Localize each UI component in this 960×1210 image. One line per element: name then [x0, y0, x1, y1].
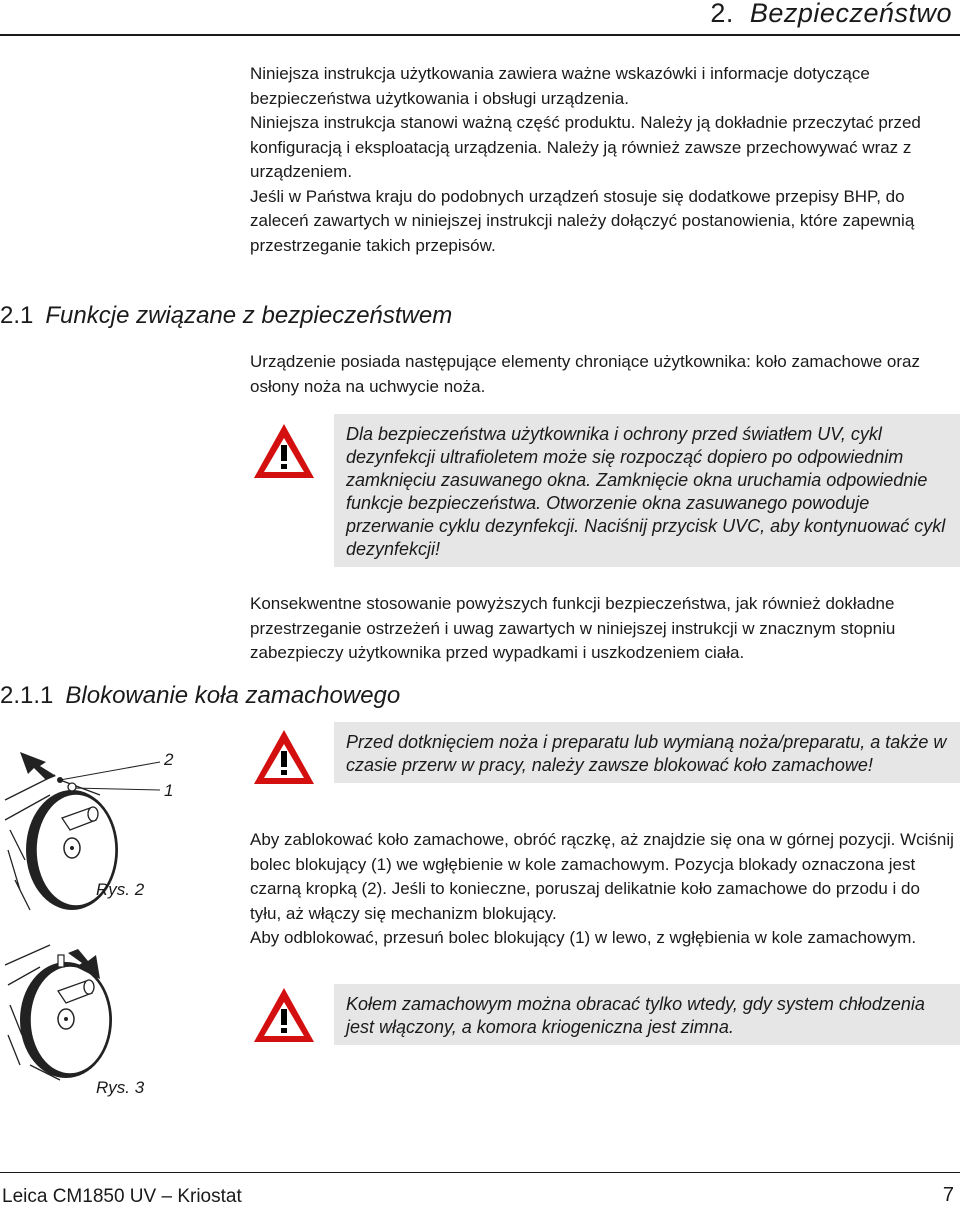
section-2-1-1-text	[250, 828, 955, 951]
warning-triangle-icon	[250, 726, 318, 788]
figure-2-label: Rys. 2	[96, 880, 145, 899]
intro-text	[250, 62, 955, 258]
callout-2: 2	[164, 750, 174, 769]
section-2-1-text-2	[250, 592, 955, 666]
flywheel-lock-warning-box	[334, 722, 960, 783]
page-number: 7	[942, 1184, 954, 1206]
footer-rule	[0, 1172, 960, 1173]
warning-triangle-icon	[250, 984, 318, 1046]
uv-warning-box	[334, 414, 960, 567]
cooling-warning-text: Kołem zamachowym można obracać tylko wtedy, gdy system chłodzenia jest włączony, a komora kriogeniczna jest zimna.	[346, 994, 925, 1037]
section-heading-2-1	[0, 302, 452, 330]
figure-3-label: Rys. 3	[96, 1078, 145, 1097]
section-2-1-text	[250, 350, 955, 399]
chapter-number: 2.	[710, 0, 734, 28]
section-title: Funkcje związane z bezpieczeństwem	[45, 302, 453, 329]
chapter-title	[710, 0, 952, 29]
intro-paragraph-1: Niniejsza instrukcja użytkowania zawiera ważne wskazówki i informacje dotyczące bezpieczeństwa użytkowania i obsługi urządzenia.	[250, 64, 870, 108]
intro-paragraph-3: Jeśli w Państwa kraju do podobnych urządzeń stosuje się dodatkowe przepisy BHP, do zaleceń zawartych w niniejszej instrukcji należy dołączyć postanowienia, które zapewnią przestrzeganie takich przepisów.	[250, 186, 915, 255]
section-number: 2.1	[0, 302, 34, 329]
chapter-title-text: Bezpieczeństwo	[749, 0, 952, 28]
lock-instructions: Aby zablokować koło zamachowe, obróć rączkę, aż znajdzie się ona w górnej pozycji. Wciśnij bolec blokujący (1) we wgłębienie w kole zamachowym. Pozycja blokady oznaczona jest czarną kropką (2). Jeśli to konieczne, poruszaj delikatnie koło zamachowe do przodu i do tyłu, aż włączy się mechanizm blokujący.	[250, 830, 954, 923]
section-2-1-paragraph: Urządzenie posiada następujące elementy chroniące użytkownika: koło zamachowe oraz osłony noża na uchwycie noża.	[250, 352, 920, 396]
flywheel-lock-warning-text: Przed dotknięciem noża i preparatu lub wymianą noża/preparatu, a także w czasie przerw w pracy, należy zawsze blokować koło zamachowe!	[346, 732, 947, 775]
unlock-instructions: Aby odblokować, przesuń bolec blokujący (1) w lewo, z wgłębienia w kole zamachowym.	[250, 928, 917, 947]
section-heading-2-1-1	[0, 682, 400, 710]
warning-triangle-icon	[250, 420, 318, 482]
section-title: Blokowanie koła zamachowego	[65, 682, 401, 709]
section-number: 2.1.1	[0, 682, 54, 709]
uv-warning-text: Dla bezpieczeństwa użytkownika i ochrony przed światłem UV, cykl dezynfekcji ultrafioletem może się rozpocząć dopiero po odpowiednim zamknięciu zasuwanego okna. Zamknięcie okna uruchamia odpowiednie funkcje bezpieczeństwa. Otworzenie okna zasuwanego powoduje przerwanie cyklu dezynfekcji. Naciśnij przycisk UVC, aby kontynuować cykl dezynfekcji!	[346, 424, 946, 559]
header-rule	[0, 34, 960, 36]
intro-paragraph-2: Niniejsza instrukcja stanowi ważną część produktu. Należy ją dokładnie przeczytać przed konfiguracją i eksploatacją urządzenia. Należy ją również zawsze przechowywać wraz z urządzeniem.	[250, 113, 921, 181]
section-2-1-paragraph-2: Konsekwentne stosowanie powyższych funkcji bezpieczeństwa, jak również dokładne przestrzeganie ostrzeżeń i uwag zawartych w niniejszej instrukcji w znacznym stopniu zabezpieczy użytkownika przed wypadkami i uszkodzeniem ciała.	[250, 594, 896, 662]
cooling-warning-box	[334, 984, 960, 1045]
callout-1: 1	[164, 781, 174, 800]
footer-product: Leica CM1850 UV – Kriostat	[2, 1186, 242, 1207]
flywheel-figure-3	[0, 935, 200, 1085]
